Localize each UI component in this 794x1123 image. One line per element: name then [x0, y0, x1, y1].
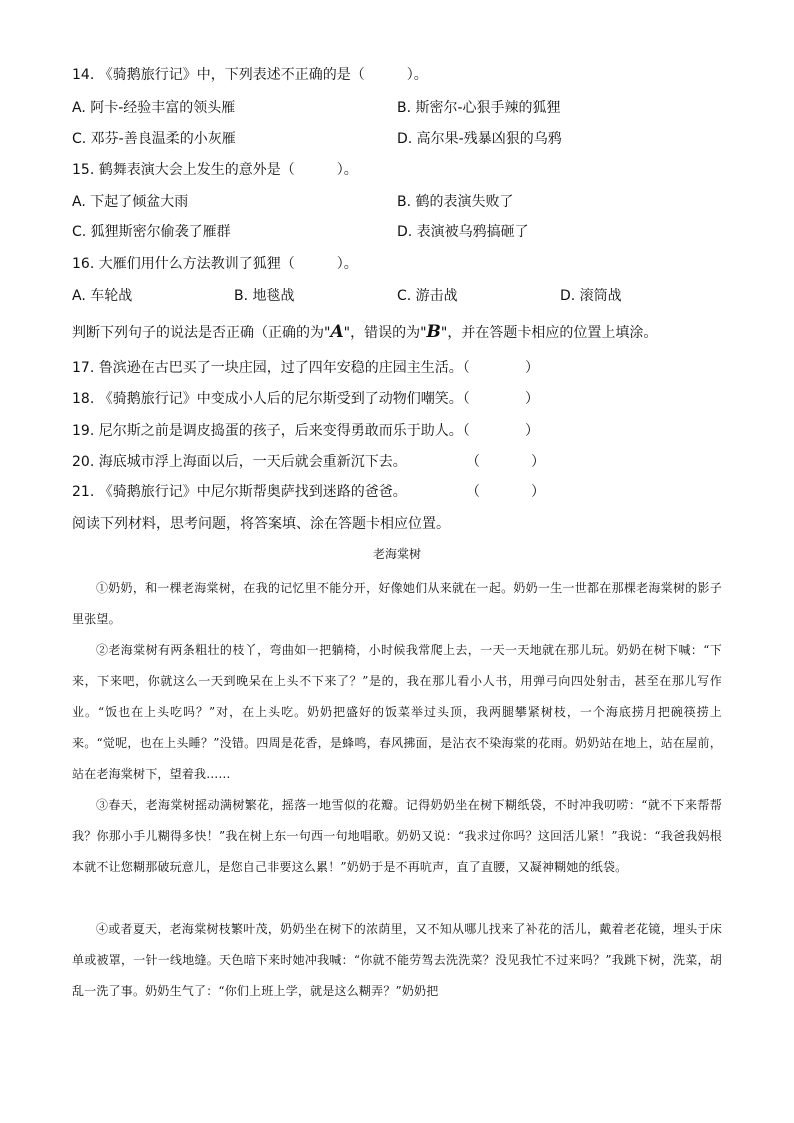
question-16-option-b[interactable]: B. 地毯战 [234, 288, 295, 304]
judge-instructions-mid: "，错误的为" [343, 325, 427, 341]
tf-item-20: 20. 海底城市浮上海面以后，一天后就会重新沉下去。 [72, 454, 407, 470]
tf-item-17-answer-blank[interactable]: ） [525, 360, 539, 376]
judge-instructions-pre: 判断下列句子的说法是否正确（正确的为" [72, 325, 331, 341]
judge-false-letter: B [426, 322, 441, 342]
question-14-option-c[interactable]: C. 邓芬-善良温柔的小灰雁 [72, 131, 236, 147]
question-14-option-a[interactable]: A. 阿卡-经验丰富的领头雁 [72, 100, 236, 116]
judge-true-letter: A [330, 322, 344, 342]
question-14-stem: 14. 《骑鹅旅行记》中，下列表述不正确的是（ ）。 [72, 67, 428, 83]
article-paragraph-1: ①奶奶，和一棵老海棠树，在我的记忆里不能分开，好像她们从来就在一起。奶奶一生一世都在那棵老海棠树的影子里张望。 [72, 581, 722, 626]
reading-intro: 阅读下列材料，思考问题，将答案填、涂在答题卡相应位置。 [72, 516, 450, 532]
question-16-stem: 16. 大雁们用什么方法教训了狐狸（ ）。 [72, 256, 358, 272]
question-14-option-d[interactable]: D. 高尔果-残暴凶狠的乌鸦 [397, 131, 562, 147]
tf-item-18-answer-blank[interactable]: ） [525, 391, 539, 407]
tf-item-21: 21. 《骑鹅旅行记》中尼尔斯帮奥萨找到迷路的爸爸。 [72, 484, 407, 500]
judge-instructions [72, 322, 657, 343]
tf-item-21-answer-open[interactable]: （ [466, 484, 480, 500]
question-16-option-d[interactable]: D. 滚筒战 [560, 288, 622, 304]
tf-item-18: 18. 《骑鹅旅行记》中变成小人后的尼尔斯受到了动物们嘲笑。（ [72, 391, 470, 407]
tf-item-19: 19. 尼尔斯之前是调皮捣蛋的孩子，后来变得勇敢而乐于助人。（ [72, 423, 470, 439]
tf-item-17: 17. 鲁滨逊在古巴买了一块庄园，过了四年安稳的庄园主生活。（ [72, 360, 470, 376]
question-14-option-b[interactable]: B. 斯密尔-心狠手辣的狐狸 [397, 100, 561, 116]
tf-item-20-answer-close[interactable]: ） [531, 454, 545, 470]
question-15-stem: 15. 鹤舞表演大会上发生的意外是（ ）。 [72, 162, 358, 178]
question-15-option-c[interactable]: C. 狐狸斯密尔偷袭了雁群 [72, 224, 231, 240]
question-15-option-b[interactable]: B. 鹤的表演失败了 [397, 194, 514, 210]
tf-item-20-answer-open[interactable]: （ [466, 454, 480, 470]
article-paragraph-3: ③春天，老海棠树摇动满树繁花，摇落一地雪似的花瓣。记得奶奶坐在树下糊纸袋，不时冲我叨唠：“就不下来帮帮我？你那小手儿糊得多快！”我在树上东一句西一句地唱歌。奶奶又说：“我求过你吗？这回活儿紧！”我说：“我爸我妈根本就不让您糊那破玩意儿，是您自己非要这么累！”奶奶于是不再吭声，直了直腰，又凝神糊她的纸袋。 [72, 798, 722, 874]
judge-instructions-post: "，并在答题卡相应的位置上填涂。 [440, 325, 658, 341]
question-15-option-a[interactable]: A. 下起了倾盆大雨 [72, 194, 189, 210]
tf-item-21-answer-close[interactable]: ） [531, 484, 545, 500]
question-15-option-d[interactable]: D. 表演被乌鸦搞砸了 [397, 224, 529, 240]
article-title: 老海棠树 [372, 547, 421, 561]
question-16-option-c[interactable]: C. 游击战 [397, 288, 458, 304]
article-paragraph-4: ④或者夏天，老海棠树枝繁叶茂，奶奶坐在树下的浓荫里，又不知从哪儿找来了补花的活儿，戴着老花镜，埋头于床单或被罩，一针一线地缝。天色暗下来时她冲我喊：“你就不能劳驾去洗洗菜？没见我忙不过来吗？”我跳下树，洗菜，胡乱一洗了事。奶奶生气了：“你们上班上学，就是这么糊弄？”奶奶把 [72, 922, 722, 998]
article-paragraph-2: ②老海棠树有两条粗壮的枝丫，弯曲如一把躺椅，小时候我常爬上去，一天一天地就在那儿玩。奶奶在树下喊：“下来，下来吧，你就这么一天到晚呆在上头不下来了？”是的，我在那儿看小人书，用弹弓向四处射击，甚至在那儿写作业。“饭也在上头吃吗？”对，在上头吃。奶奶把盛好的饭菜举过头顶，我两腿攀紧树枝，一个海底捞月把碗筷捞上来。“觉呢，也在上头睡？”没错。四周是花香，是蜂鸣，春风拂面，是沾衣不染海棠的花雨。奶奶站在地上，站在屋前，站在老海棠树下，望着我…… [72, 643, 722, 781]
question-16-option-a[interactable]: A. 车轮战 [72, 288, 133, 304]
tf-item-19-answer-blank[interactable]: ） [525, 423, 539, 439]
